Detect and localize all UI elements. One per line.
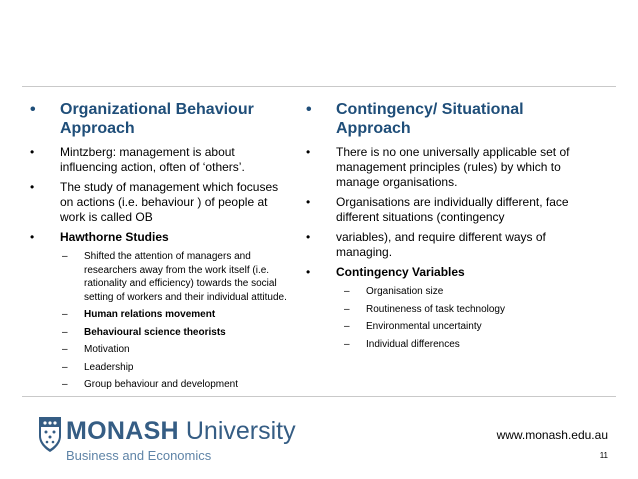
brand-bold: MONASH	[66, 417, 179, 445]
website-url: www.monash.edu.au	[496, 428, 608, 442]
left-subpoint-text: Human relations movement	[84, 309, 216, 320]
right-subpoint-3	[306, 320, 588, 334]
brand-tagline: Business and Economics	[66, 448, 212, 463]
monash-crest-icon	[38, 416, 62, 454]
right-subpoint-text: Individual differences	[366, 338, 460, 350]
bullet: •	[306, 195, 311, 209]
right-heading-text: Contingency/ Situational Approach	[336, 101, 524, 137]
left-subpoint-1	[30, 250, 292, 304]
dash: –	[344, 303, 350, 315]
bullet: •	[30, 180, 35, 194]
right-point-text: Contingency Variables	[336, 265, 465, 279]
left-subpoint-2	[30, 308, 292, 322]
left-subpoint-5	[30, 361, 292, 375]
right-point-3	[306, 230, 588, 260]
right-point-2	[306, 195, 588, 225]
dash: –	[344, 338, 350, 350]
dash: –	[62, 361, 68, 373]
left-point-2	[30, 180, 292, 225]
heading-bullet: •	[30, 101, 36, 118]
left-subpoint-text: Behavioural science theorists	[84, 326, 226, 338]
page-number: 11	[599, 451, 608, 460]
brand-rest: University	[178, 417, 296, 445]
right-point-text: variables), and require different ways of managing.	[336, 230, 546, 259]
left-subpoint-4	[30, 343, 292, 357]
dash: –	[62, 326, 68, 338]
right-subpoint-1	[306, 285, 588, 299]
bullet: •	[30, 145, 35, 159]
right-point-text: Organisations are individually different, face different situations (contingency	[336, 195, 569, 224]
right-point-4	[306, 265, 588, 280]
bullet: •	[306, 230, 311, 244]
left-subpoint-6	[30, 378, 292, 392]
right-column	[306, 100, 588, 355]
left-subpoint-text: Group behaviour and development	[84, 379, 238, 390]
left-point-text: Hawthorne Studies	[60, 230, 169, 244]
left-column	[30, 100, 292, 396]
dash: –	[62, 251, 68, 262]
top-divider	[22, 86, 616, 87]
right-subpoint-text: Environmental uncertainty	[366, 321, 482, 332]
left-heading-text: Organizational Behaviour Approach	[60, 101, 254, 137]
dash: –	[62, 379, 68, 390]
right-subpoint-text: Routineness of task technology	[366, 303, 505, 315]
left-subpoint-3	[30, 326, 292, 340]
heading-bullet: •	[306, 101, 312, 118]
left-point-text: Mintzberg: management is about influencing action, often of ‘others’.	[60, 145, 245, 174]
left-point-1	[30, 145, 292, 175]
left-point-text: The study of management which focuses on actions (i.e. behaviour ) of people at work is called OB	[60, 180, 279, 224]
bullet: •	[30, 230, 35, 244]
right-heading	[306, 100, 588, 138]
bullet: •	[306, 145, 311, 159]
dash: –	[62, 344, 68, 355]
left-subpoint-text: Leadership	[84, 361, 134, 373]
brand-wordmark	[66, 418, 296, 445]
dash: –	[344, 286, 350, 297]
right-point-1	[306, 145, 588, 190]
right-subpoint-2	[306, 303, 588, 317]
dash: –	[344, 321, 350, 332]
bullet: •	[306, 265, 311, 279]
right-subpoint-text: Organisation size	[366, 286, 444, 297]
left-subpoint-text: Motivation	[84, 344, 130, 355]
left-heading	[30, 100, 292, 138]
left-subpoint-text: Shifted the attention of managers and researchers away from the work itself (i.e. rationality and efficiency) towards the social setting of workers and their individual attitude.	[84, 251, 287, 303]
bottom-divider	[22, 396, 616, 397]
dash: –	[62, 309, 68, 320]
right-subpoint-4	[306, 338, 588, 352]
left-point-3	[30, 230, 292, 245]
right-point-text: There is no one universally applicable set of management principles (rules) by which to manage organisations.	[336, 145, 570, 189]
